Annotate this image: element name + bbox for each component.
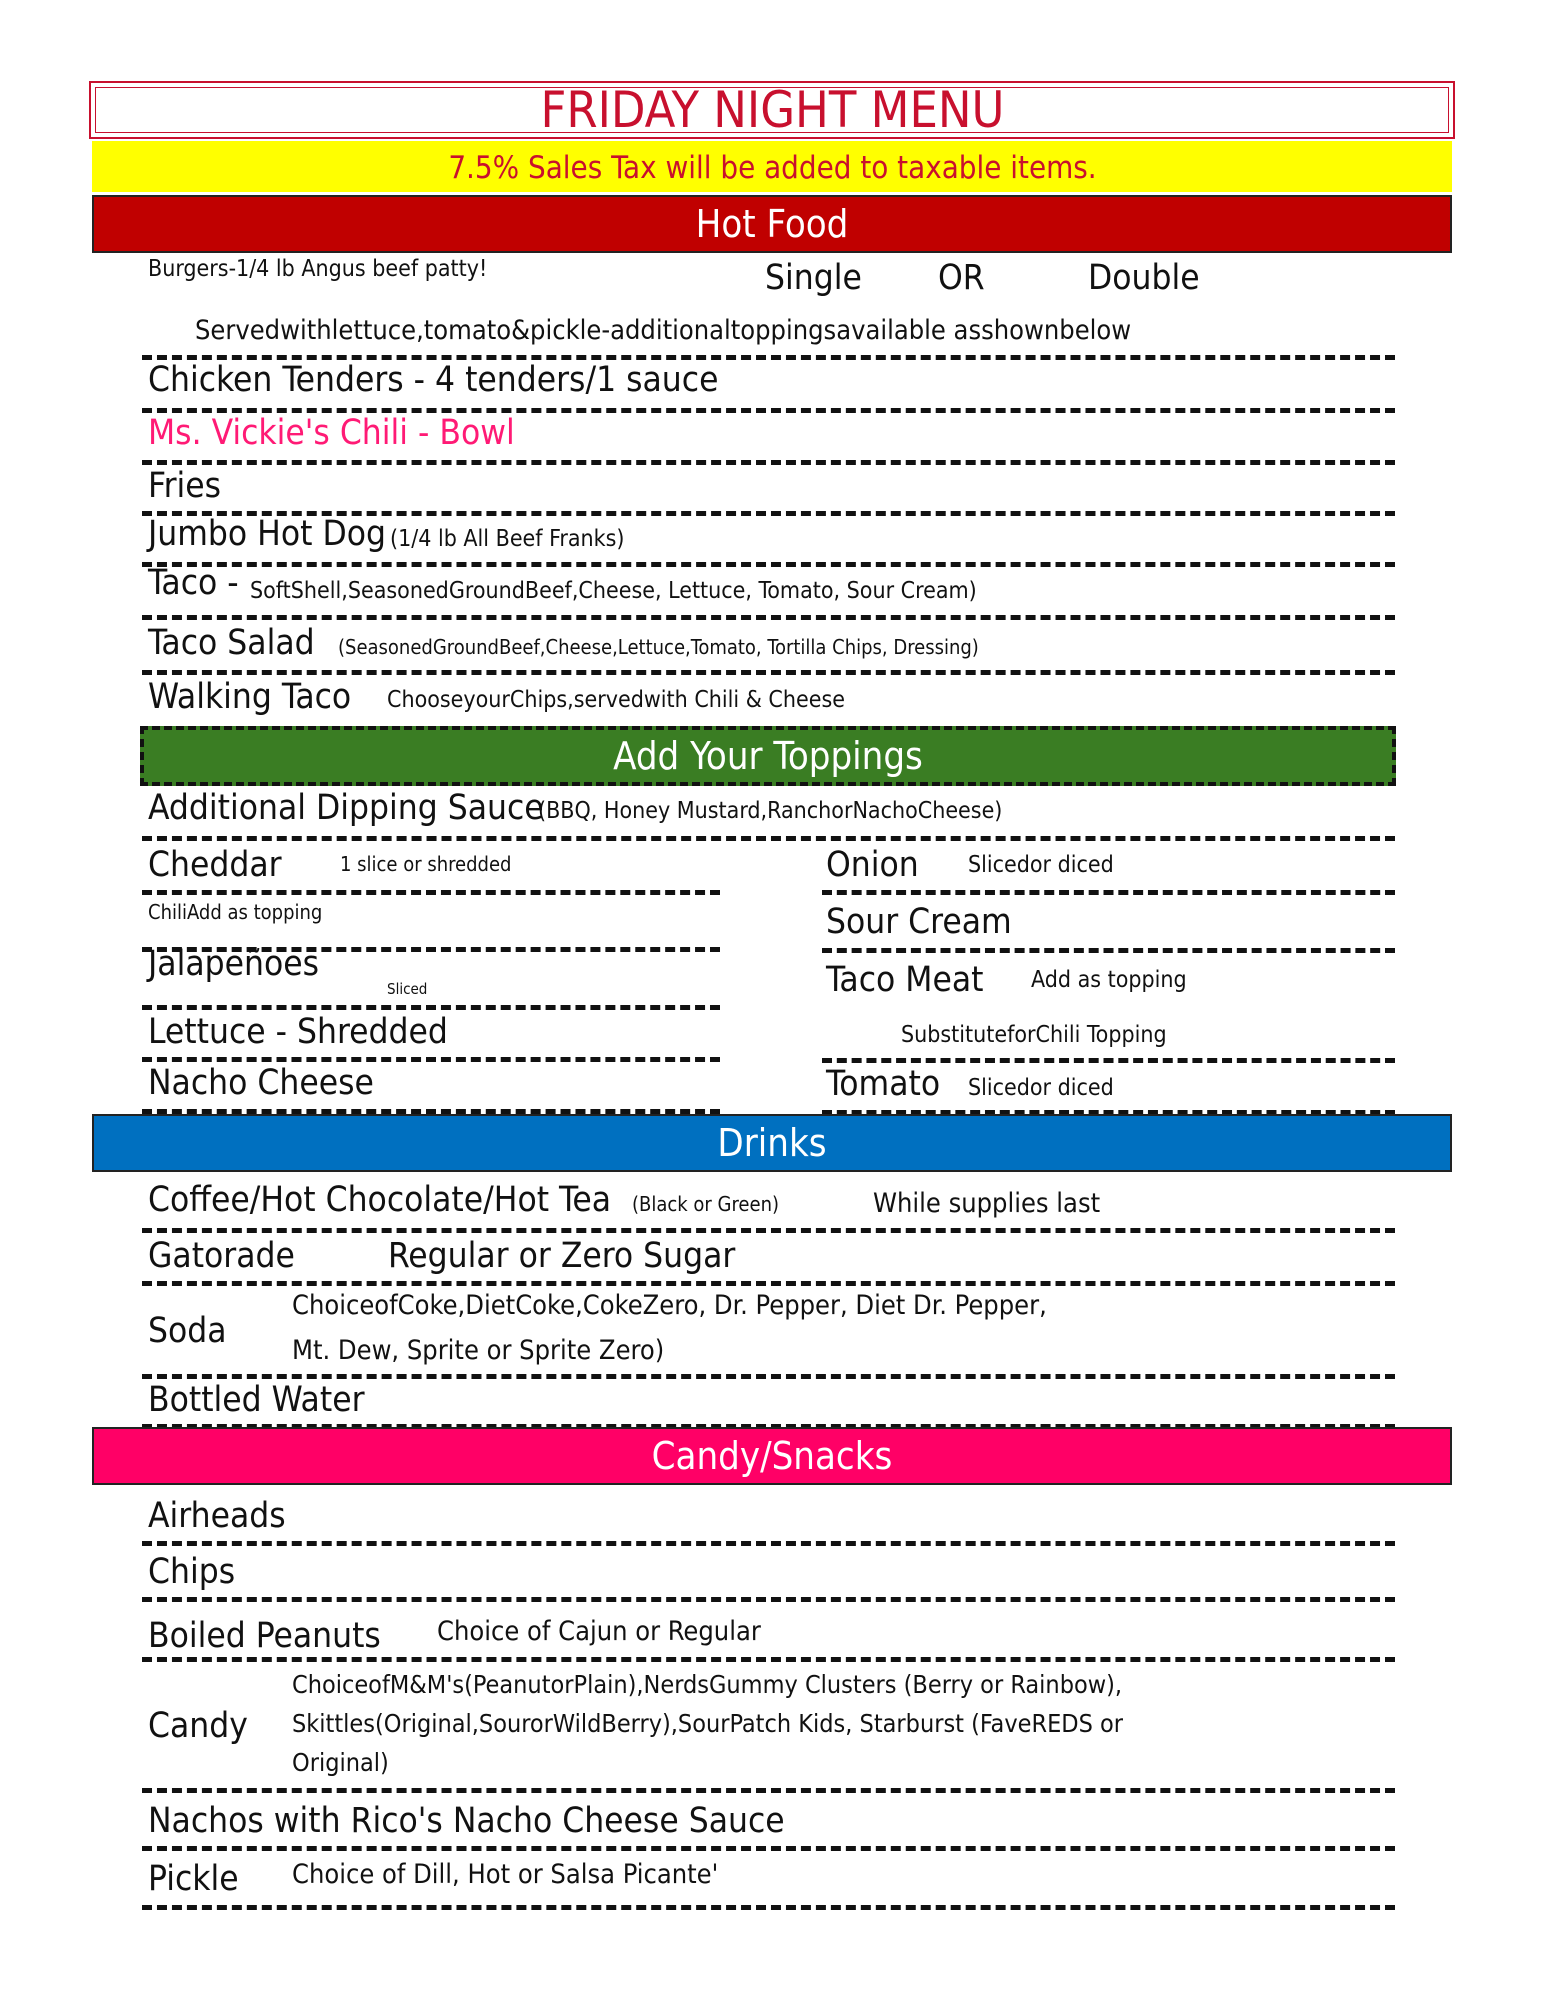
hot-food-header bbox=[92, 195, 1452, 253]
candy-note-1: ChoiceofM&M's(PeanutorPlain),NerdsGummy Clusters (Berry or Rainbow), bbox=[292, 1670, 1123, 1699]
tax-notice: 7.5% Sales Tax will be added to taxable items. bbox=[448, 150, 1097, 186]
candy-note-2: Skittles(Original,SourorWildBerry),SourPatch Kids, Starburst (FaveREDS or bbox=[292, 1709, 1124, 1738]
boiled-peanuts-note: Choice of Cajun or Regular bbox=[437, 1616, 761, 1647]
burger-single: Single bbox=[765, 258, 862, 298]
item-walking-taco: Walking Taco bbox=[148, 677, 352, 717]
taco-note: SoftShell,SeasonedGroundBeef,Cheese, Lettuce, Tomato, Sour Cream) bbox=[250, 578, 977, 604]
divider bbox=[822, 1058, 1395, 1063]
divider bbox=[142, 1657, 1395, 1662]
jalapenoes-note: Sliced bbox=[387, 980, 428, 998]
divider bbox=[142, 1905, 1395, 1910]
candy-header-label: Candy/Snacks bbox=[651, 1434, 893, 1478]
divider bbox=[142, 670, 1395, 675]
topping-lettuce: Lettuce - Shredded bbox=[148, 1012, 448, 1052]
candy-note-3: Original) bbox=[292, 1748, 389, 1777]
soda-note-2: Mt. Dew, Sprite or Sprite Zero) bbox=[292, 1335, 665, 1366]
snack-chips: Chips bbox=[148, 1552, 236, 1592]
snack-nachos: Nachos with Rico's Nacho Cheese Sauce bbox=[148, 1801, 785, 1841]
burger-double: Double bbox=[1088, 258, 1200, 298]
drink-hot-note2: While supplies last bbox=[873, 1188, 1101, 1219]
item-taco-salad: Taco Salad bbox=[148, 623, 315, 663]
topping-tomato: Tomato bbox=[826, 1064, 941, 1104]
divider bbox=[142, 1846, 1395, 1851]
divider bbox=[142, 1281, 1395, 1286]
taco-meat-note: Add as topping bbox=[1031, 967, 1187, 993]
divider bbox=[142, 890, 720, 895]
divider bbox=[822, 948, 1395, 953]
divider bbox=[142, 562, 1395, 567]
snack-airheads: Airheads bbox=[148, 1496, 286, 1536]
topping-onion: Onion bbox=[826, 845, 919, 885]
walking-taco-note: ChooseyourChips,servedwith Chili & Cheese bbox=[387, 687, 845, 713]
divider bbox=[142, 1597, 1395, 1602]
divider bbox=[142, 836, 1395, 841]
item-hot-dog: Jumbo Hot Dog bbox=[148, 514, 386, 554]
hot-food-header-label: Hot Food bbox=[695, 202, 849, 246]
topping-taco-meat: Taco Meat bbox=[826, 960, 984, 1000]
burger-desc: Servedwithlettuce,tomato&pickle-additionaltoppingsavailable asshownbelow bbox=[195, 315, 1132, 346]
onion-note: Slicedor diced bbox=[968, 852, 1114, 878]
item-taco: Taco - bbox=[148, 563, 239, 603]
topping-jalapenoes: Jalapeñoes bbox=[148, 944, 320, 984]
topping-chili: ChiliAdd as topping bbox=[148, 900, 323, 924]
drinks-header-label: Drinks bbox=[717, 1121, 827, 1165]
divider bbox=[142, 1541, 1395, 1546]
drink-gatorade: Gatorade bbox=[148, 1236, 295, 1276]
cheddar-note: 1 slice or shredded bbox=[340, 852, 512, 876]
toppings-header bbox=[140, 726, 1396, 786]
divider bbox=[142, 1374, 1395, 1379]
topping-sour-cream: Sour Cream bbox=[826, 902, 1012, 942]
drink-hot: Coffee/Hot Chocolate/Hot Tea bbox=[148, 1180, 611, 1220]
drink-water: Bottled Water bbox=[148, 1380, 365, 1420]
taco-salad-note: (SeasonedGroundBeef,Cheese,Lettuce,Tomato, Tortilla Chips, Dressing) bbox=[338, 635, 979, 659]
item-chicken-tenders: Chicken Tenders - 4 tenders/1 sauce bbox=[148, 360, 719, 400]
soda-note-1: ChoiceofCoke,DietCoke,CokeZero, Dr. Pepper, Diet Dr. Pepper, bbox=[292, 1290, 1047, 1321]
divider bbox=[142, 615, 1395, 620]
divider bbox=[142, 1057, 720, 1062]
divider bbox=[822, 890, 1395, 895]
divider bbox=[142, 1788, 1395, 1793]
snack-pickle: Pickle bbox=[148, 1859, 239, 1899]
hot-dog-note: (1/4 lb All Beef Franks) bbox=[390, 526, 625, 552]
dipping-sauce-note: (BBQ, Honey Mustard,RanchorNachoCheese) bbox=[538, 798, 1003, 824]
item-fries: Fries bbox=[148, 466, 222, 506]
divider bbox=[142, 1228, 1395, 1233]
taco-meat-sub: SubstituteforChili Topping bbox=[901, 1022, 1167, 1048]
burger-or: OR bbox=[938, 258, 985, 298]
divider bbox=[142, 460, 1395, 465]
topping-nacho-cheese: Nacho Cheese bbox=[148, 1063, 374, 1103]
item-chili-bowl: Ms. Vickie's Chili - Bowl bbox=[148, 413, 515, 453]
snack-candy: Candy bbox=[148, 1706, 248, 1746]
gatorade-note: Regular or Zero Sugar bbox=[388, 1236, 736, 1276]
tomato-note: Slicedor diced bbox=[968, 1075, 1114, 1101]
drink-hot-note: (Black or Green) bbox=[632, 1192, 780, 1216]
drinks-header bbox=[92, 1114, 1452, 1172]
divider bbox=[142, 1005, 720, 1010]
snack-boiled-peanuts: Boiled Peanuts bbox=[148, 1616, 381, 1656]
topping-dipping-sauce: Additional Dipping Sauce bbox=[148, 788, 544, 828]
page-title: FRIDAY NIGHT MENU bbox=[540, 81, 1005, 139]
drink-soda: Soda bbox=[148, 1311, 227, 1351]
pickle-note: Choice of Dill, Hot or Salsa Picante' bbox=[292, 1859, 719, 1890]
toppings-header-label: Add Your Toppings bbox=[613, 734, 923, 778]
topping-cheddar: Cheddar bbox=[148, 845, 282, 885]
burger-title: Burgers-1/4 lb Angus beef patty! bbox=[148, 256, 488, 282]
candy-header bbox=[92, 1427, 1452, 1485]
